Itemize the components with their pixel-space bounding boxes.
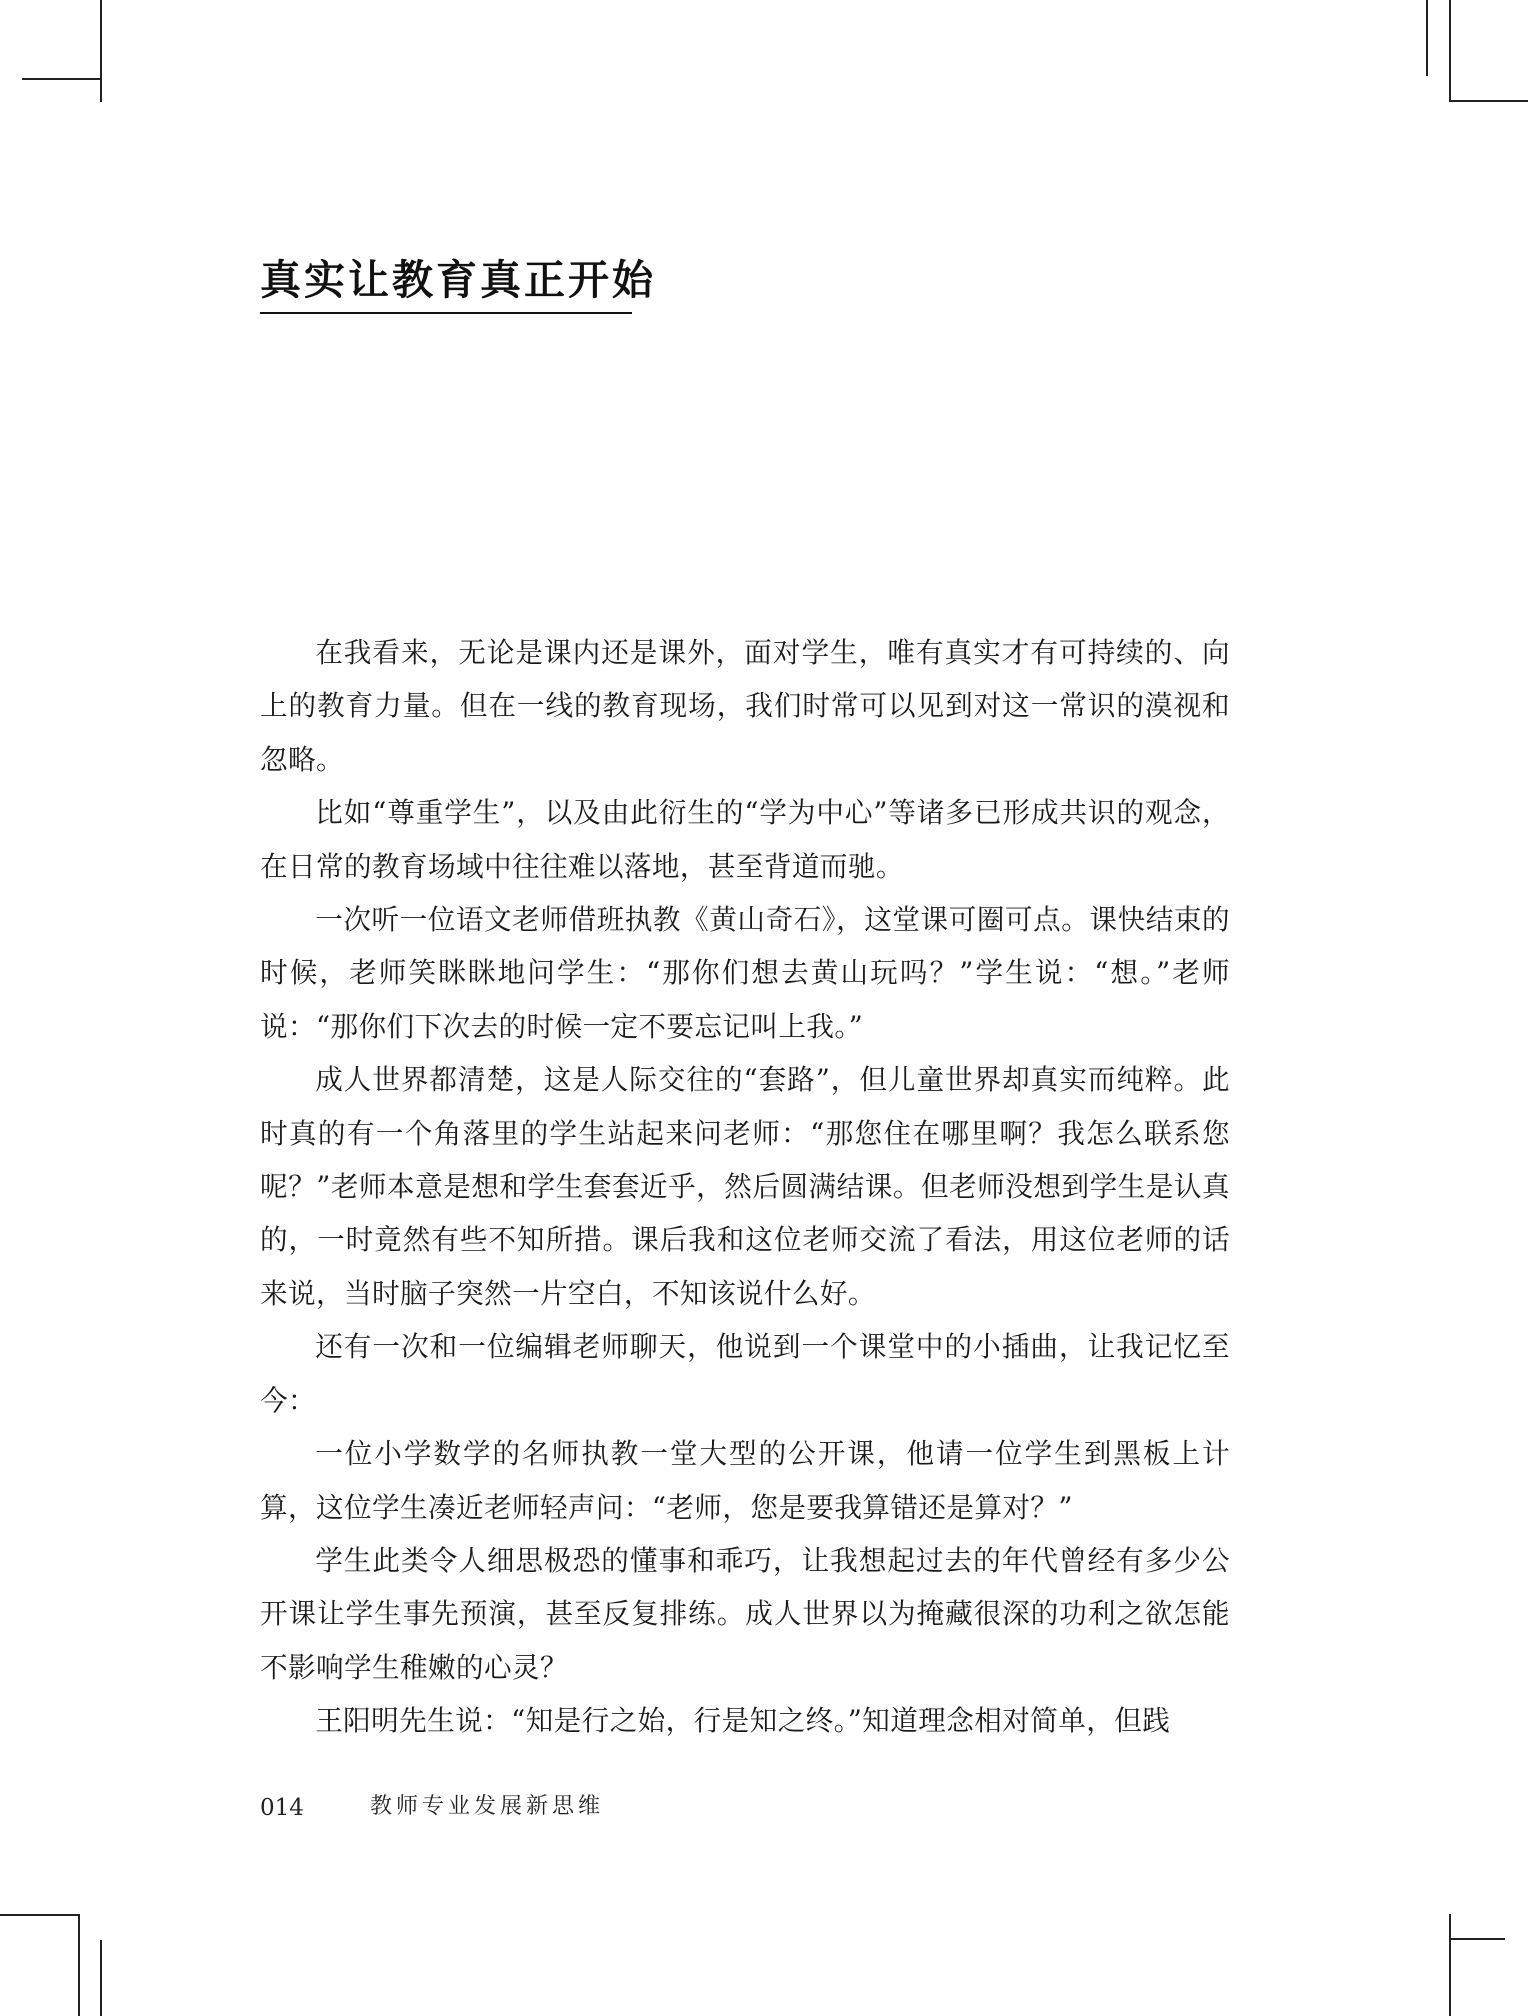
crop-mark-top-left-vertical	[100, 0, 102, 102]
page-title: 真实让教育真正开始	[260, 256, 656, 304]
crop-mark-bottom-left-horizontal	[0, 1914, 80, 1916]
paragraph: 还有一次和一位编辑老师聊天，他说到一个课堂中的小插曲，让我记忆至今：	[260, 1330, 1230, 1417]
running-title: 教师专业发展新思维	[370, 1794, 605, 1819]
crop-mark-top-right-vertical	[1426, 0, 1428, 76]
paragraph: 在我看来，无论是课内还是课外，面对学生，唯有真实才有可持续的、向上的教育力量。但在一线的教育现场，我们时常可以见到对这一常识的漠视和忽略。	[260, 636, 1230, 776]
paragraph: 学生此类令人细思极恐的懂事和乖巧，让我想起过去的年代曾经有多少公开课让学生事先预演，甚至反复排练。成人世界以为掩藏很深的功利之欲怎能不影响学生稚嫩的心灵？	[260, 1543, 1230, 1684]
paragraph: 一位小学数学的名师执教一堂大型的公开课，他请一位学生到黑板上计算，这位学生凑近老师轻声问：“老师，您是要我算错还是算对？”	[260, 1437, 1230, 1524]
paragraph: 成人世界都清楚，这是人际交往的“套路”，但儿童世界却真实而纯粹。此时真的有一个角落里的学生站起来问老师：“那您住在哪里啊？我怎么联系您呢？”老师本意是想和学生套套近乎，然后圆满结课。但老师没想到学生是认真的，一时竟然有些不知所措。课后我和这位老师交流了看法，用这位老师的话来说，当时脑子突然一片空白，不知该说什么好。	[260, 1063, 1230, 1310]
paragraph: 比如“尊重学生”，以及由此衍生的“学为中心”等诸多已形成共识的观念，在日常的教育场域中往往难以落地，甚至背道而驰。	[260, 796, 1230, 883]
paragraph: 一次听一位语文老师借班执教《黄山奇石》，这堂课可圈可点。课快结束的时候，老师笑眯眯地问学生：“那你们想去黄山玩吗？”学生说：“想。”老师说：“那你们下次去的时候一定不要忘记叫上我。”	[260, 903, 1230, 1043]
crop-mark-bottom-right-vertical	[1449, 1914, 1451, 2016]
crop-mark-top-right-vertical-2	[1449, 0, 1451, 102]
crop-mark-bottom-left-vertical	[78, 1914, 80, 2016]
article-body	[260, 626, 1230, 1748]
paragraph: 王阳明先生说：“知是行之始，行是知之终。”知道理念相对简单，但践	[315, 1704, 1171, 1738]
crop-mark-bottom-left-vertical-2	[100, 1940, 102, 2016]
page-number: 014	[260, 1795, 304, 1821]
crop-mark-top-right-horizontal	[1449, 100, 1528, 102]
title-underline	[260, 312, 632, 314]
crop-mark-top-left-horizontal	[22, 78, 102, 80]
crop-mark-bottom-right-horizontal	[1449, 1938, 1505, 1940]
